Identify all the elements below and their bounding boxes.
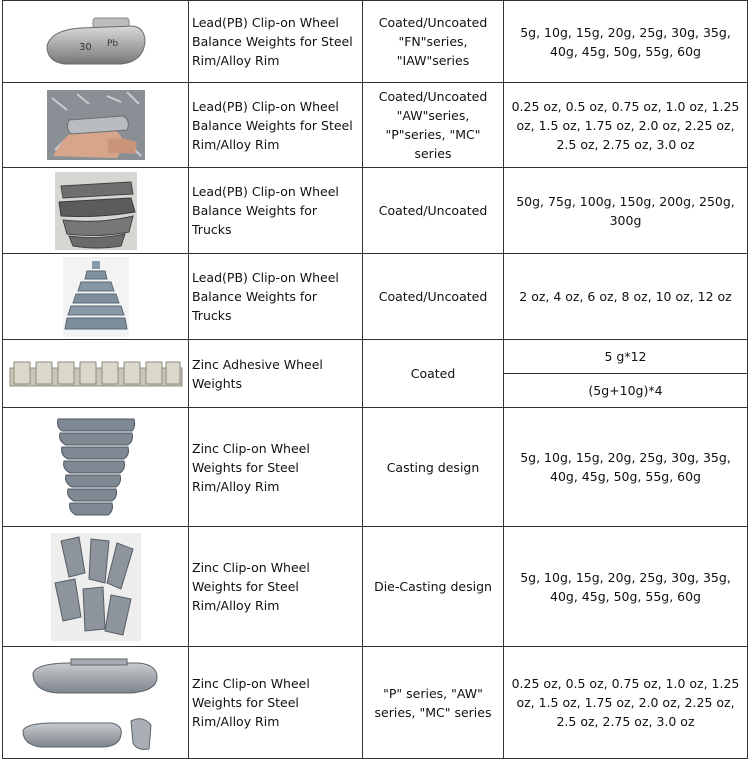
table-row [3,527,748,647]
product-image-cell [3,1,189,83]
zinc-clip-weight-photo-icon [11,651,181,755]
adhesive-weight-strip-photo-icon [8,356,184,392]
truck-weight-pyramid-photo-icon [63,257,129,337]
weight-sizes: 5g, 10g, 15g, 20g, 25g, 30g, 35g, 40g, 45g, 50g, 55g, 60g [504,408,748,527]
product-image-cell [3,340,189,408]
product-image-cell [3,83,189,168]
table-row [3,647,748,759]
coating-type: Coated/Uncoated [363,254,504,340]
weight-sizes: 2 oz, 4 oz, 6 oz, 8 oz, 10 oz, 12 oz [504,254,748,340]
product-description: Zinc Clip-on Wheel Weights for Steel Rim/Alloy Rim [189,408,363,527]
product-description: Zinc Adhesive Wheel Weights [189,340,363,408]
product-image-cell [3,168,189,254]
weight-stamp-symbol: Pb [106,38,118,49]
coating-type: Coated/Uncoated [363,168,504,254]
table-row [3,83,748,168]
lead-steel-weight-photo-icon [41,12,151,72]
table-row [3,1,748,83]
weight-sizes-option-a: 5 g*12 [504,340,748,374]
table-row [3,408,748,527]
product-description: Lead(PB) Clip-on Wheel Balance Weights for Trucks [189,254,363,340]
product-image-cell [3,647,189,759]
product-spec-table [2,0,748,759]
weight-sizes: 50g, 75g, 100g, 150g, 200g, 250g, 300g [504,168,748,254]
table-row [3,340,748,374]
coating-type: Coated [363,340,504,408]
weight-sizes: 0.25 oz, 0.5 oz, 0.75 oz, 1.0 oz, 1.25 oz, 1.5 oz, 1.75 oz, 2.0 oz, 2.25 oz, 2.5 oz, 2.75 oz, 3.0 oz [504,83,748,168]
product-description: Zinc Clip-on Wheel Weights for Steel Rim/Alloy Rim [189,527,363,647]
weight-sizes: 5g, 10g, 15g, 20g, 25g, 30g, 35g, 40g, 45g, 50g, 55g, 60g [504,527,748,647]
truck-weight-stack-photo-icon [55,172,137,250]
product-image-cell [3,408,189,527]
hand-held-weight-photo-icon [47,90,145,160]
coating-type: Coated/Uncoated "AW"series, "P"series, "MC" series [363,83,504,168]
zinc-die-cast-pile-photo-icon [51,533,141,641]
coating-type: Casting design [363,408,504,527]
weight-sizes-option-b: (5g+10g)*4 [504,374,748,408]
coating-type: Coated/Uncoated "FN"series, "IAW"series [363,1,504,83]
product-description: Lead(PB) Clip-on Wheel Balance Weights for Steel Rim/Alloy Rim [189,83,363,168]
coating-type: Die-Casting design [363,527,504,647]
table-row [3,168,748,254]
product-description: Lead(PB) Clip-on Wheel Balance Weights for Steel Rim/Alloy Rim [189,1,363,83]
table-row [3,254,748,340]
weight-sizes: 5g, 10g, 15g, 20g, 25g, 30g, 35g, 40g, 45g, 50g, 55g, 60g [504,1,748,83]
product-image-cell [3,527,189,647]
product-description: Lead(PB) Clip-on Wheel Balance Weights for Trucks [189,168,363,254]
weight-sizes: 0.25 oz, 0.5 oz, 0.75 oz, 1.0 oz, 1.25 oz, 1.5 oz, 1.75 oz, 2.0 oz, 2.25 oz, 2.5 oz, 2.75 oz, 3.0 oz [504,647,748,759]
product-description: Zinc Clip-on Wheel Weights for Steel Rim/Alloy Rim [189,647,363,759]
product-image-cell [3,254,189,340]
zinc-casting-stack-photo-icon [54,413,138,521]
coating-type: "P" series, "AW" series, "MC" series [363,647,504,759]
weight-stamp-number: 30 [78,41,92,53]
